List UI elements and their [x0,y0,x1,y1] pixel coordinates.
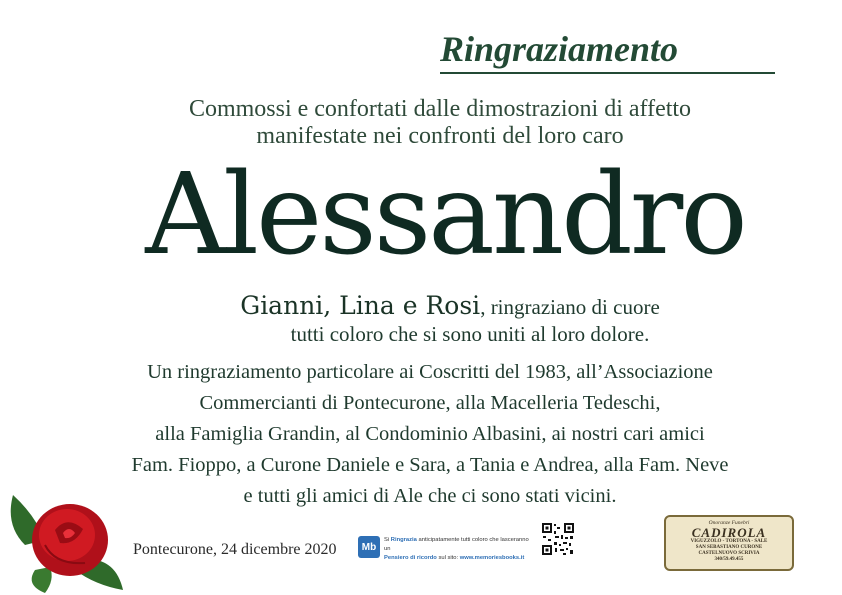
title-underline [440,72,775,74]
memoriesbooks-notice [384,536,534,563]
body-line: Fam. Fioppo, a Curone Daniele e Sara, a Tania e Andrea, alla Fam. Neve [131,454,729,476]
family-thanks-line-2: tutti coloro che si sono uniti al loro dolore. [290,322,650,346]
thanks-body [50,357,810,512]
funeral-home-name: CADIROLA [691,525,767,540]
family-thanks-line [100,291,800,320]
rose-icon [5,485,125,595]
notice-site-label: sul sito: [438,555,459,561]
body-line: Commercianti di Pontecurone, alla Macelleria Tedeschi, [199,392,661,414]
intro-line-1: Commossi e confortati dalle dimostrazioni di affetto [188,96,692,122]
funeral-home-towns-2: SAN SEBASTIANO CURONE [695,545,763,550]
family-names: Gianni, Lina e Rosi [240,291,481,320]
memoriesbooks-link[interactable]: www.memoriesbooks.it [459,555,525,561]
funeral-home-towns-3: CASTELNUOVO SCRIVIA [698,551,760,556]
page-title: Ringraziamento [440,29,679,69]
body-line: Un ringraziamento particolare ai Coscritti del 1983, all’Associazione [147,361,713,383]
funeral-home-towns-1: VIGUZZOLO - TORTONA - SALE [690,539,768,544]
funeral-home-phone: 340/59.49.455 [714,557,744,562]
body-line: alla Famiglia Grandin, al Condominio Albasini, ai nostri cari amici [155,423,705,445]
place-date: Pontecurone, 24 dicembre 2020 [133,541,337,558]
funeral-home-logo [664,515,794,571]
body-line: e tutti gli amici di Ale che ci sono stati vicini. [243,485,617,507]
memoriesbooks-line-2 [384,554,534,563]
notice-bold: Ringrazia [390,537,417,543]
notice-rest: anticipatamente tutti coloro che lasceranno un [384,537,529,552]
memoriesbooks-line-1 [384,536,534,554]
memoriesbooks-logo: Mb [358,536,380,558]
deceased-name: Alessandro [145,150,745,280]
qr-code-icon [541,522,575,556]
family-thanks-suffix: , ringraziano di cuore [480,295,660,319]
intro-text [60,96,820,150]
notice-pensiero: Pensiero di ricordo [384,555,437,561]
notice-prefix: Si [384,537,390,543]
funeral-home-subtitle: Onoranze Funebri [708,520,750,526]
intro-line-2: manifestate nei confronti del loro caro [256,123,624,149]
